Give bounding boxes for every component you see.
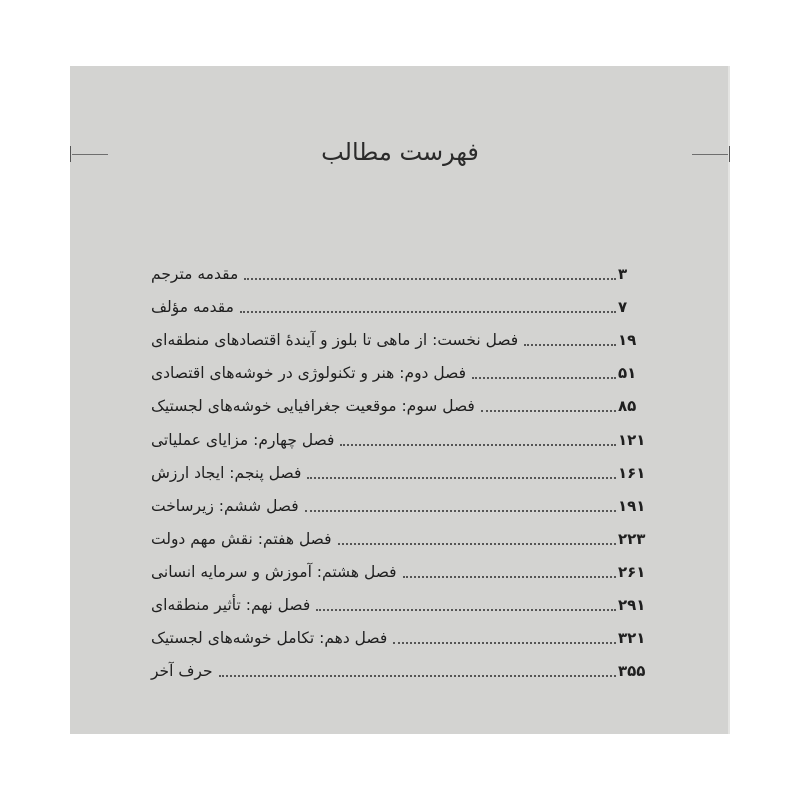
toc-entry-page: ۵۱ — [618, 364, 637, 383]
toc-entry-page: ۱۹۱ — [618, 496, 646, 515]
toc-entry — [148, 285, 652, 318]
toc-entry-title: فصل نخست: از ماهی تا بلوز و آیندهٔ اقتصادهای منطقه‌ای — [151, 331, 519, 350]
toc-entry-page: ۲۹۱ — [618, 596, 646, 615]
dot-leader — [393, 642, 616, 644]
toc-entry-title: فصل هشتم: آموزش و سرمایه انسانی — [151, 562, 397, 581]
toc-entry-page: ۳۲۱ — [618, 629, 646, 648]
toc-entry-title: حرف آخر — [151, 662, 213, 681]
toc-entry-page: ۱۲۱ — [618, 430, 646, 449]
toc-entry-title: مقدمه مترجم — [151, 265, 239, 284]
dot-leader — [244, 278, 616, 280]
toc-entry — [148, 550, 652, 583]
toc-entry-page: ۳ — [618, 265, 628, 284]
toc-entry — [148, 351, 652, 384]
dot-leader — [524, 344, 616, 346]
toc-entry — [148, 451, 652, 484]
toc-entry-title: فصل دهم: تکامل خوشه‌های لجستیک — [151, 629, 388, 648]
toc-entry — [148, 649, 652, 682]
dot-leader — [403, 576, 616, 578]
toc-header — [70, 138, 730, 172]
toc-entry — [148, 252, 652, 285]
toc-list — [148, 252, 652, 682]
toc-entry-page: ۳۵۵ — [618, 662, 646, 681]
toc-entry-page: ۷ — [618, 298, 628, 317]
toc-entry-title: فصل ششم: زیرساخت — [151, 496, 299, 515]
toc-entry-title: فصل نهم: تأثیر منطقه‌ای — [151, 596, 311, 615]
toc-entry-title: فصل دوم: هنر و تکنولوژی در خوشه‌های اقتصادی — [151, 364, 466, 383]
toc-entry-title: مقدمه مؤلف — [151, 298, 234, 317]
ornament-line-right — [692, 154, 728, 155]
toc-entry — [148, 517, 652, 550]
ornament-tick-right — [729, 146, 730, 162]
toc-entry-page: ۲۲۳ — [618, 529, 646, 548]
toc-entry-page: ۸۵ — [618, 397, 637, 416]
dot-leader — [340, 444, 616, 446]
dot-leader — [338, 543, 616, 545]
toc-entry — [148, 384, 652, 417]
toc-entry-title: فصل سوم: موقعیت جغرافیایی خوشه‌های لجستیک — [151, 397, 475, 416]
toc-entry-title: فصل پنجم: ایجاد ارزش — [151, 463, 302, 482]
toc-entry-title: فصل چهارم: مزایای عملیاتی — [151, 430, 335, 449]
toc-entry — [148, 484, 652, 517]
dot-leader — [305, 510, 616, 512]
dot-leader — [240, 311, 616, 313]
toc-entry — [148, 417, 652, 450]
dot-leader — [219, 675, 616, 677]
dot-leader — [307, 477, 616, 479]
toc-entry-page: ۱۶۱ — [618, 463, 646, 482]
toc-entry-page: ۲۶۱ — [618, 562, 646, 581]
toc-entry-page: ۱۹ — [618, 331, 637, 350]
toc-entry-title: فصل هفتم: نقش مهم دولت — [151, 529, 332, 548]
dot-leader — [472, 377, 616, 379]
toc-entry — [148, 318, 652, 351]
toc-entry — [148, 616, 652, 649]
toc-entry — [148, 583, 652, 616]
dot-leader — [316, 609, 616, 611]
dot-leader — [481, 410, 616, 412]
toc-title: فهرست مطالب — [321, 138, 479, 166]
